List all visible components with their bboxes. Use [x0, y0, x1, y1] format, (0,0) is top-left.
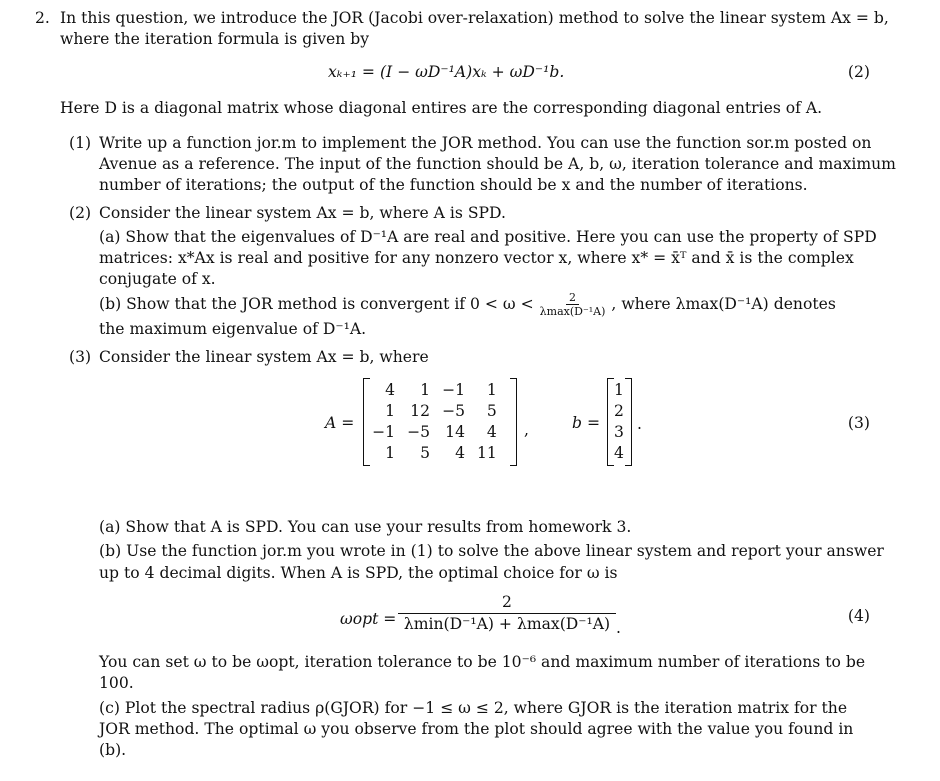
part2b-text-post: , where λmax(D⁻¹A) denotes: [611, 294, 836, 313]
vector-b-cell: 3: [614, 423, 624, 441]
part1-line-1: Write up a function jor.m to implement the JOR method. You can use the function sor.m posted on: [99, 134, 872, 152]
part2b-text-pre: (b) Show that the JOR method is convergent if 0 < ω <: [99, 294, 534, 313]
equation-4-number: (4): [847, 607, 870, 625]
part3-line-1: Consider the linear system Ax = b, where: [99, 348, 429, 366]
part2-line-1: Consider the linear system Ax = b, where A is SPD.: [99, 204, 506, 222]
part3c-line-1: (c) Plot the spectral radius ρ(GJOR) for −1 ≤ ω ≤ 2, where GJOR is the iteration matrix for the: [99, 699, 848, 717]
matrix-a-cell: 4: [385, 381, 395, 399]
matrix-a-cell: 1: [420, 381, 430, 399]
matrix-a-row: [366, 422, 503, 443]
vector-b-row: [612, 380, 626, 401]
equation-2-number: (2): [847, 63, 870, 81]
matrix-a-cell: −1: [442, 381, 465, 399]
matrix-a: [366, 380, 503, 464]
matrix-a-cell: 4: [455, 444, 465, 462]
matrix-a-cell: 5: [486, 402, 497, 420]
part3c-line-3: (b).: [99, 741, 127, 759]
part2a-line-2: matrices: x*Ax is real and positive for any nonzero vector x, where x* = x̄ᵀ and x̄ is the complex: [99, 249, 854, 267]
omega-opt-numerator: 2: [398, 592, 616, 614]
matrix-a-cell: 1: [385, 402, 395, 420]
part3b-line-2: up to 4 decimal digits. When A is SPD, the optimal choice for ω is: [99, 564, 618, 582]
part1-line-2: Avenue as a reference. The input of the function should be A, b, ω, iteration tolerance and maximum: [99, 155, 896, 173]
vector-b-row: [612, 401, 626, 422]
vector-b: [612, 380, 626, 464]
matrix-a-row: [366, 380, 503, 401]
part3-label: (3): [69, 348, 92, 366]
vector-b-cell: 1: [614, 381, 624, 399]
diagonal-note: Here D is a diagonal matrix whose diagonal entires are the corresponding diagonal entries of A.: [60, 99, 823, 117]
part1-line-3: number of iterations; the output of the function should be x and the number of iterations.: [99, 176, 808, 194]
matrix-a-row: [366, 401, 503, 422]
equation-2: xₖ₊₁ = (I − ωD⁻¹A)xₖ + ωD⁻¹b.: [328, 63, 565, 81]
vector-b-period: .: [637, 415, 642, 433]
intro-line-2: where the iteration formula is given by: [60, 30, 370, 48]
part2-label: (2): [69, 204, 92, 222]
matrix-a-label: A =: [325, 414, 355, 432]
part1-label: (1): [69, 134, 92, 152]
vector-b-label: b =: [572, 414, 601, 432]
matrix-a-cell: −1: [372, 423, 395, 441]
equation-3-number: (3): [847, 414, 870, 432]
matrix-a-cell: 4: [486, 423, 497, 441]
intro-line-1: In this question, we introduce the JOR (Jacobi over-relaxation) method to solve the linear system Ax = b,: [60, 9, 889, 27]
part3b-line-1: (b) Use the function jor.m you wrote in (1) to solve the above linear system and report your answer: [99, 542, 884, 560]
omega-opt-denominator: λmin(D⁻¹A) + λmax(D⁻¹A): [403, 615, 611, 633]
matrix-a-row: [366, 443, 503, 464]
part2b-frac-numerator: 2: [566, 291, 579, 305]
part2b-line-2: the maximum eigenvalue of D⁻¹A.: [99, 320, 367, 338]
part2a-line-1: (a) Show that the eigenvalues of D⁻¹A are real and positive. Here you can use the property of SPD: [99, 228, 877, 246]
matrix-a-cell: 14: [445, 423, 465, 441]
vector-b-cell: 4: [614, 444, 624, 462]
matrix-a-cell: 11: [477, 444, 497, 462]
matrix-a-cell: 1: [385, 444, 395, 462]
omega-opt-period: .: [616, 619, 621, 637]
part2a-line-3: conjugate of x.: [99, 270, 216, 288]
part2b-frac-denominator: λmax(D⁻¹A): [539, 304, 606, 318]
vector-b-row: [612, 422, 626, 443]
part3c-line-2: JOR method. The optimal ω you observe from the plot should agree with the value you found in: [99, 720, 854, 738]
vector-b-right-bracket: [625, 378, 632, 466]
omega-opt-label: ωopt =: [340, 610, 397, 628]
settings-line-2: 100.: [99, 674, 134, 692]
matrix-a-comma: ,: [524, 421, 529, 439]
part2b-line-1: [99, 287, 836, 321]
matrix-a-cell: 5: [420, 444, 430, 462]
vector-b-row: [612, 443, 626, 464]
matrix-a-cell: −5: [442, 402, 465, 420]
part2b-fraction: [537, 291, 609, 318]
part3a-line: (a) Show that A is SPD. You can use your results from homework 3.: [99, 518, 632, 536]
matrix-a-cell: −5: [407, 423, 430, 441]
matrix-a-cell: 12: [410, 402, 430, 420]
omega-opt-fraction: [398, 592, 616, 635]
question-number: 2.: [35, 9, 50, 27]
vector-b-cell: 2: [614, 402, 624, 420]
matrix-a-cell: 1: [486, 381, 497, 399]
matrix-a-right-bracket: [510, 378, 517, 466]
settings-line-1: You can set ω to be ωopt, iteration tolerance to be 10⁻⁶ and maximum number of iterations to be: [99, 653, 866, 671]
